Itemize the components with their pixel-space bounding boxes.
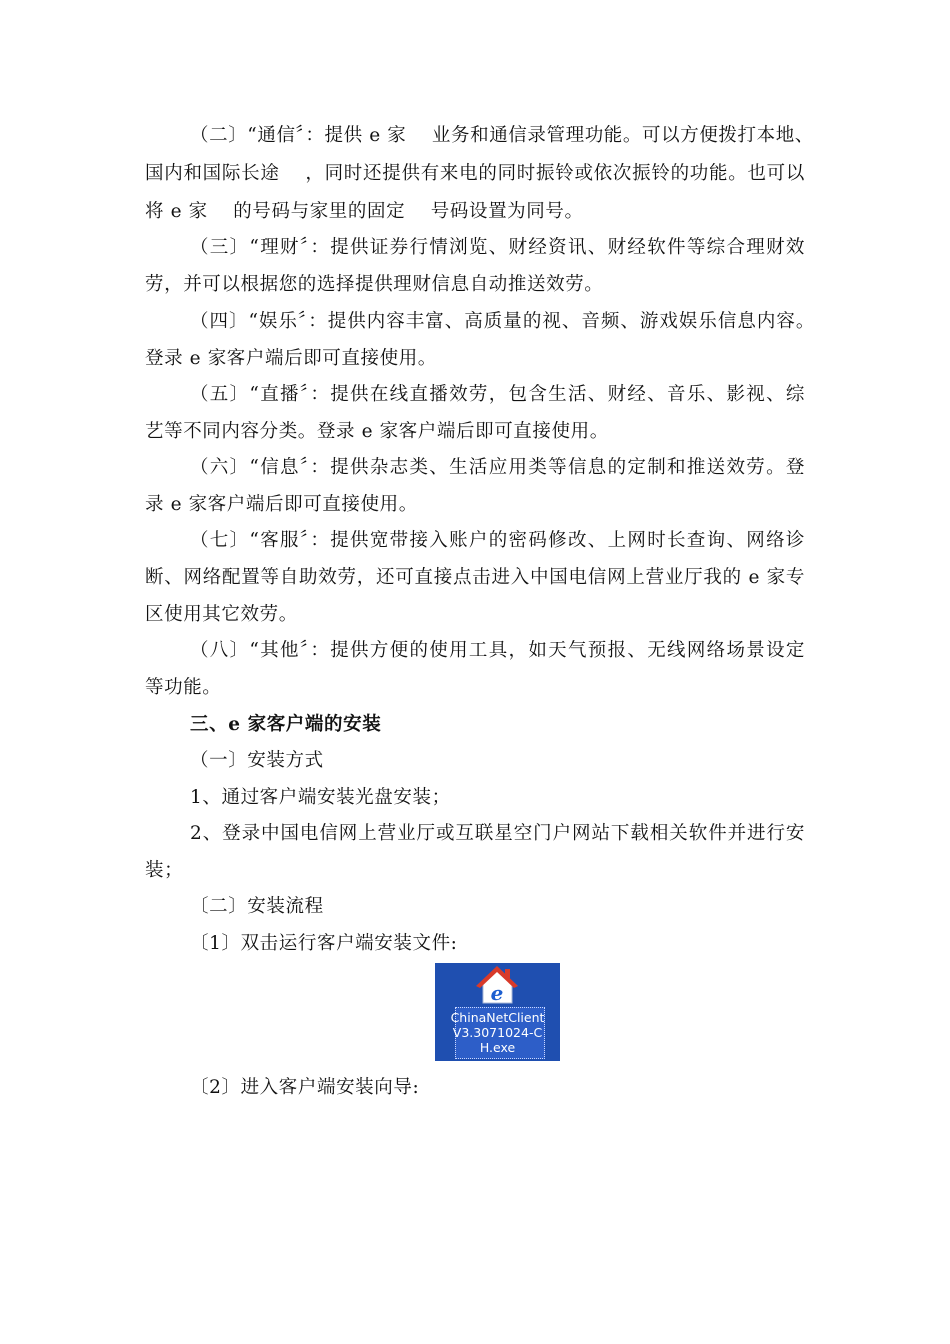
text-line: （五〕“直播〞：提供在线直播效劳，包含生活、财经、音乐、影视、综 <box>190 384 805 405</box>
text-line: 劳，并可以根据您的选择提供理财信息自动推送效劳。 <box>145 274 604 295</box>
text-line: 录 e 家客户端后即可直接使用。 <box>145 494 418 515</box>
text-line: 登录 e 家客户端后即可直接使用。 <box>145 348 437 369</box>
file-name-line-1: ChinaNetClient <box>450 1010 545 1025</box>
text-line: （八〕“其他〞：提供方便的使用工具，如天气预报、无线网络场景设定 <box>190 640 805 661</box>
text-line: 艺等不同内容分类。登录 e 家客户端后即可直接使用。 <box>145 421 609 442</box>
file-icon-screenshot <box>435 963 560 1061</box>
step-text: 〔1〕双击运行客户端安装文件: <box>190 933 458 954</box>
text-line: 区使用其它效劳。 <box>145 604 298 625</box>
text-line: 断、网络配置等自助效劳，还可直接点击进入中国电信网上营业厅我的 e 家专 <box>145 567 805 588</box>
chinanet-client-icon <box>435 963 560 1009</box>
text-line: （七〕“客服〞：提供宽带接入账户的密码修改、上网时长查询、网络诊 <box>190 530 805 551</box>
section-heading: 三、e 家客户端的安装 <box>190 714 382 735</box>
text-line: （四〕“娱乐〞：提供内容丰富、高质量的视、音频、游戏娱乐信息内容。 <box>190 311 815 332</box>
icon-letter: e <box>490 981 504 1005</box>
file-name-line-2: V3.3071024-C <box>452 1025 543 1040</box>
text-line: 国内和国际长途 ，同时还提供有来电的同时振铃或依次振铃的功能。也可以 <box>145 163 805 184</box>
text-line: （三〕“理财〞：提供证券行情浏览、财经资讯、财经软件等综合理财效 <box>190 237 805 258</box>
step-text: 〔2〕进入客户端安装向导: <box>190 1077 420 1098</box>
text-line: 2、登录中国电信网上营业厅或互联星空门户网站下载相关软件并进行安 <box>190 823 805 844</box>
text-line: 将 e 家 的号码与家里的固定 号码设置为同号。 <box>145 201 584 222</box>
subsection-heading: （一〕安装方式 <box>190 750 324 771</box>
text-line: 1、通过客户端安装光盘安装； <box>190 787 451 808</box>
subsection-heading: 〔二〕安装流程 <box>190 896 324 917</box>
text-line: 装； <box>145 860 184 881</box>
text-line: （二〕“通信〞：提供 e 家 业务和通信录管理功能。可以方便拨打本地、 <box>190 125 814 146</box>
text-line: 等功能。 <box>145 677 222 698</box>
text-line: （六〕“信息〞：提供杂志类、生活应用类等信息的定制和推送效劳。登 <box>190 457 805 478</box>
file-name-line-3: H.exe <box>479 1040 516 1055</box>
